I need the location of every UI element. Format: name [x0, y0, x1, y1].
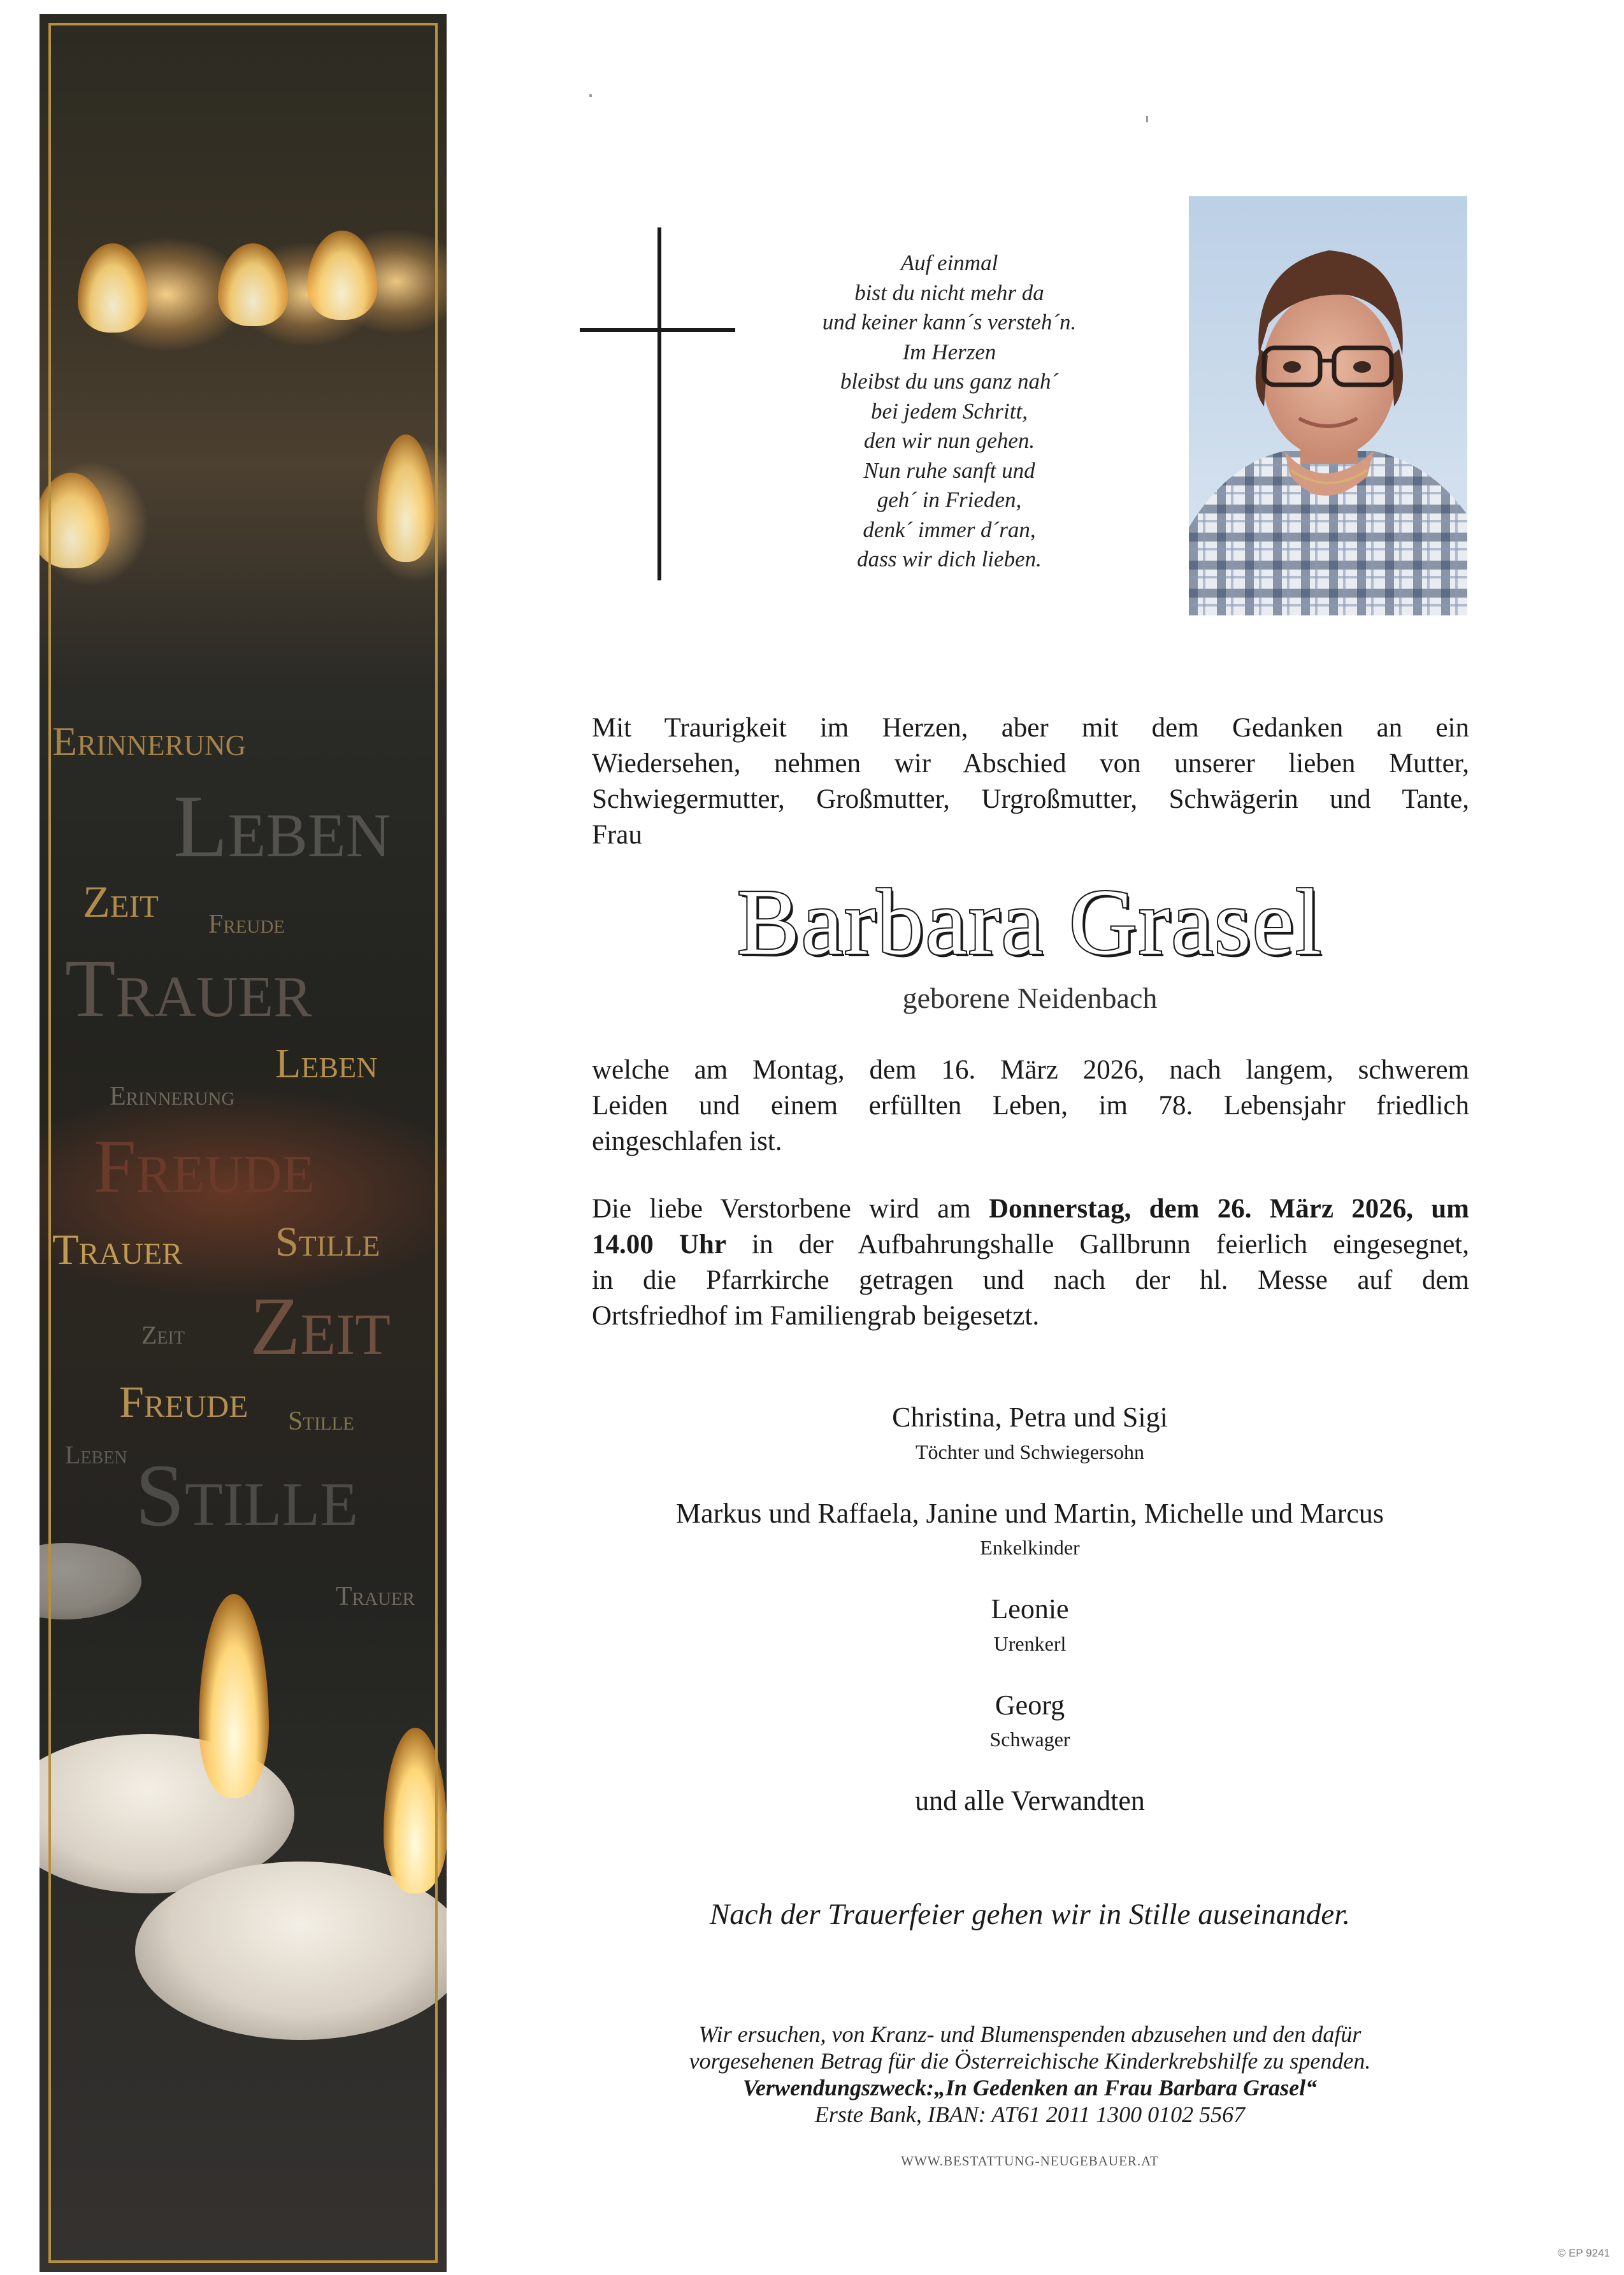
mourner-relation: Urenkerl: [993, 1632, 1067, 1655]
panel-word: Erinnerung: [110, 1082, 235, 1111]
donation-line: vorgesehenen Betrag für die Österreichische Kinderkrebshilfe zu spenden.: [689, 2048, 1371, 2074]
funeral-line: [592, 1227, 1469, 1263]
decorative-candle-panel: [40, 14, 447, 2272]
mourner-relation: Töchter und Schwiegersohn: [915, 1440, 1144, 1463]
verse-line: den wir nun gehen.: [863, 428, 1035, 453]
donation-line: Wir ersuchen, von Kranz- und Blumenspenden abzusehen und den dafür: [698, 2021, 1362, 2047]
funeral-text: Die liebe Verstorbene wird am: [592, 1194, 989, 1224]
panel-word: Stille: [275, 1219, 380, 1265]
portrait-photo: [1189, 196, 1467, 615]
intro-line: Schwiegermutter, Großmutter, Urgroßmutter, Schwägerin und Tante,: [592, 784, 1469, 814]
verse-line: geh´ in Frieden,: [877, 487, 1022, 512]
candle-flame: [218, 243, 288, 326]
panel-word: Erinnerung: [52, 719, 247, 764]
document-code: © EP 9241: [1557, 2247, 1610, 2259]
donation-note: [573, 2021, 1486, 2128]
death-line: Leiden und einem erfüllten Leben, im 78. Lebensjahr friedlich: [592, 1091, 1469, 1121]
funeral-line: [592, 1191, 1469, 1227]
deceased-name: Barbara Grasel: [737, 870, 1323, 975]
funeral-text: in der Aufbahrungshalle Gallbrunn feierlich eingesegnet,: [726, 1230, 1469, 1260]
funeral-home-website: WWW.BESTATTUNG-NEUGEBAUER.AT: [901, 2153, 1159, 2169]
paper-speck: [589, 94, 592, 97]
candle-flame: [199, 1594, 269, 1798]
candle-flame: [377, 434, 435, 562]
verse-line: Auf einmal: [900, 250, 998, 275]
verse-line: Im Herzen: [902, 339, 996, 364]
panel-word: Trauer: [336, 1582, 415, 1611]
panel-word: Leben: [173, 777, 391, 876]
panel-word: Leben: [275, 1040, 378, 1087]
death-line: eingeschlafen ist.: [592, 1126, 782, 1156]
verse-line: dass wir dich lieben.: [857, 547, 1042, 571]
panel-word: Zeit: [250, 1281, 391, 1372]
panel-word: Stille: [288, 1407, 354, 1436]
candle-flame: [307, 231, 377, 320]
donation-purpose: Verwendungszweck:„In Gedenken an Frau Barbara Grasel“: [742, 2075, 1318, 2100]
closing-line: Nach der Trauerfeier gehen wir in Stille auseinander.: [709, 1898, 1351, 1931]
mourner-name: Christina, Petra und Sigi: [892, 1402, 1168, 1433]
funeral-time: 14.00 Uhr: [592, 1230, 726, 1260]
intro-line: Wiedersehen, nehmen wir Abschied von unserer lieben Mutter,: [592, 749, 1469, 779]
paper-speck: [1146, 116, 1148, 122]
mourner-relation: Enkelkinder: [980, 1536, 1080, 1559]
candle-flame: [384, 1728, 447, 1893]
verse-line: denk´ immer d´ran,: [863, 517, 1036, 542]
verse-line: bleibst du uns ganz nah´: [840, 369, 1059, 394]
panel-word: Zeit: [141, 1321, 185, 1349]
panel-word: Freude: [119, 1378, 248, 1427]
panel-word: Trauer: [52, 1225, 183, 1274]
portrait-illustration: [1189, 196, 1467, 615]
candle-flame: [78, 243, 148, 333]
birth-name: geborene Neidenbach: [902, 982, 1158, 1014]
cross-vertical-bar: [658, 227, 661, 580]
funeral-line: Ortsfriedhof im Familiengrab beigesetzt.: [592, 1301, 1040, 1331]
tealight-candle: [40, 1543, 141, 1619]
memorial-verse: [790, 248, 1109, 575]
mourner-name: Leonie: [991, 1593, 1069, 1625]
intro-line: Mit Traurigkeit im Herzen, aber mit dem Gedanken an ein: [592, 713, 1469, 743]
intro-paragraph: [592, 710, 1469, 853]
mourner-name: Georg: [995, 1690, 1065, 1721]
candle-flame: [40, 473, 110, 568]
cross-horizontal-bar: [580, 328, 735, 332]
verse-line: Nun ruhe sanft und: [863, 457, 1035, 483]
panel-word: Stille: [135, 1446, 358, 1545]
death-line: welche am Montag, dem 16. März 2026, nach langem, schwerem: [592, 1055, 1469, 1085]
mourner-name: Markus und Raffaela, Janine und Martin, Michelle und Marcus: [675, 1498, 1384, 1529]
funeral-line: in die Pfarrkirche getragen und nach der hl. Messe auf dem: [592, 1265, 1469, 1295]
verse-line: bist du nicht mehr da: [854, 280, 1044, 305]
death-paragraph: [592, 1052, 1469, 1159]
panel-word: Leben: [65, 1440, 127, 1469]
verse-line: und keiner kann´s versteh´n.: [822, 310, 1077, 334]
panel-word: Zeit: [83, 878, 159, 927]
intro-line: Frau: [592, 820, 642, 850]
mourner-name: und alle Verwandten: [915, 1785, 1145, 1816]
mourner-relation: Schwager: [989, 1728, 1070, 1751]
funeral-date: Donnerstag, dem 26. März 2026, um: [988, 1194, 1470, 1224]
panel-word: Freude: [208, 910, 285, 939]
verse-line: bei jedem Schritt,: [871, 398, 1028, 424]
donation-bank: Erste Bank, IBAN: AT61 2011 1300 0102 5567: [814, 2102, 1246, 2127]
funeral-paragraph: [592, 1191, 1469, 1334]
panel-word: Freude: [94, 1124, 315, 1209]
panel-word: Trauer: [65, 943, 312, 1035]
